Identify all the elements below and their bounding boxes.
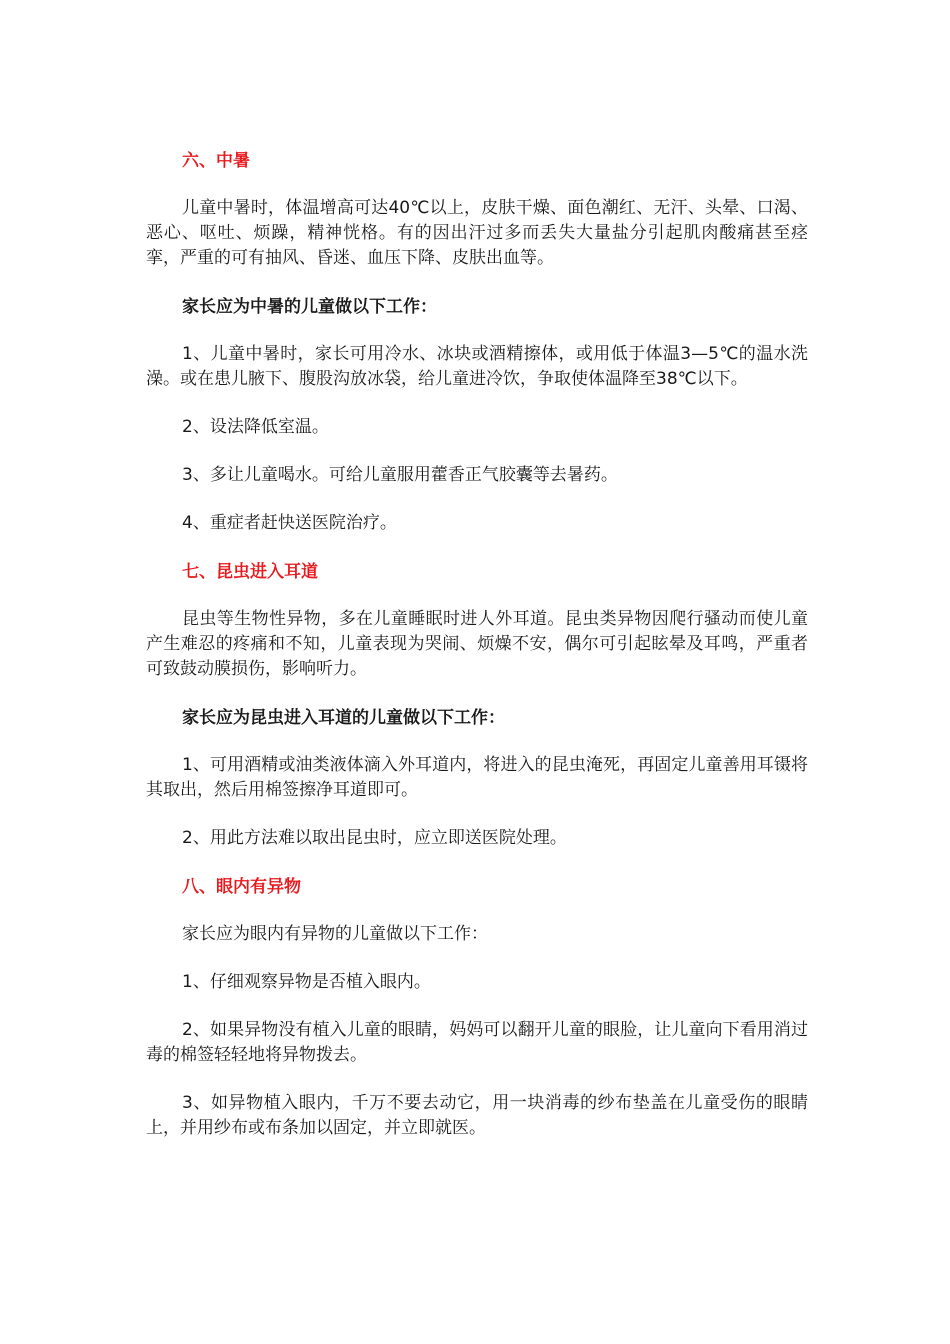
- step-item: 3、如异物植入眼内，千万不要去动它，用一块消毒的纱布垫盖在儿童受伤的眼睛上，并用纱布或布条加以固定，并立即就医。: [146, 1093, 808, 1138]
- step-item: 2、如果异物没有植入儿童的眼睛，妈妈可以翻开儿童的眼脸，让儿童向下看用消过毒的棉签轻轻地将异物拨去。: [146, 1020, 808, 1065]
- section-heading-foreign-body-in-eye: 八、眼内有异物: [182, 877, 301, 897]
- step-item: 1、可用酒精或油类液体滴入外耳道内，将进入的昆虫淹死，再固定儿童善用耳镊将其取出，然后用棉签擦净耳道即可。: [146, 755, 808, 800]
- section-intro-heatstroke: 儿童中暑时，体温增高可达40℃以上，皮肤干燥、面色潮红、无汗、头晕、口渴、恶心、呕吐、烦躁，精神恍格。有的因出汗过多而丢失大量盐分引起肌肉酸痛甚至痉挛，严重的可有抽风、昏迷、血压下降、皮肤出血等。: [146, 198, 808, 268]
- step-item: 4、重症者赶快送医院治疗。: [182, 513, 397, 533]
- document-page: [146, 148, 808, 1164]
- section-heading-insect-in-ear: 七、昆虫进入耳道: [182, 562, 318, 582]
- section-intro-foreign-body-in-eye: 家长应为眼内有异物的儿童做以下工作：: [182, 924, 488, 944]
- step-item: 2、用此方法难以取出昆虫时，应立即送医院处理。: [182, 828, 567, 848]
- section-subheading-insect-in-ear: 家长应为昆虫进入耳道的儿童做以下工作：: [182, 708, 505, 728]
- section-subheading-heatstroke: 家长应为中暑的儿童做以下工作：: [182, 297, 437, 317]
- step-item: 2、设法降低室温。: [182, 417, 329, 437]
- section-heading-heatstroke: 六、中暑: [182, 151, 250, 171]
- section-intro-insect-in-ear: 昆虫等生物性异物，多在儿童睡眠时进人外耳道。昆虫类异物因爬行骚动而使儿童产生难忍的疼痛和不知，儿童表现为哭闹、烦燥不安，偶尔可引起眩晕及耳鸣，严重者可致鼓动膜损伤，影响听力。: [146, 609, 808, 679]
- step-item: 1、仔细观察异物是否植入眼内。: [182, 972, 431, 992]
- step-item: 1、儿童中暑时，家长可用冷水、冰块或酒精擦体，或用低于体温3—5℃的温水洗澡。或在患儿腋下、腹股沟放冰袋，给儿童进冷饮，争取使体温降至38℃以下。: [146, 344, 808, 389]
- step-item: 3、多让儿童喝水。可给儿童服用藿香正气胶囊等去暑药。: [182, 465, 618, 485]
